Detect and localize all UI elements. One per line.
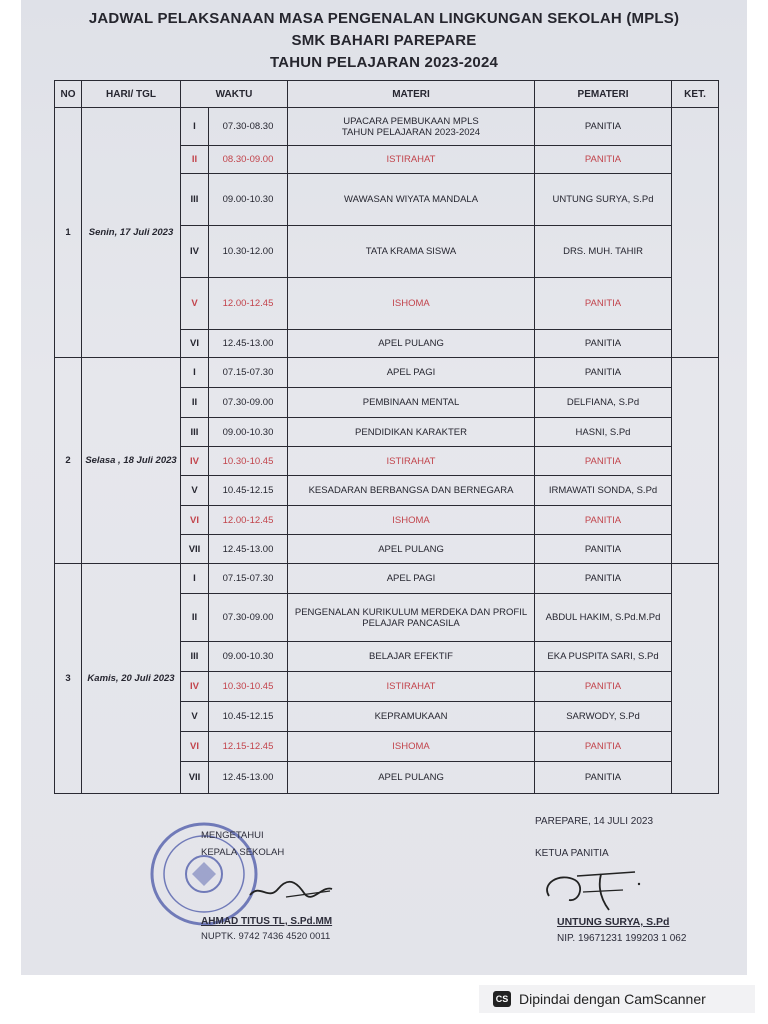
right-sign-title: KETUA PANITIA xyxy=(535,848,609,859)
right-signer-name: UNTUNG SURYA, S.Pd xyxy=(557,916,670,928)
session-topic-line-1: KESADARAN BERBANGSA DAN BERNEGARA xyxy=(308,485,514,496)
session-speaker: PANITIA xyxy=(535,146,672,174)
session-topic-line-1: TATA KRAMA SISWA xyxy=(365,246,457,257)
session-time: 12.00-12.45 xyxy=(209,278,288,330)
session-time: 12.15-12.45 xyxy=(209,732,288,762)
session-topic-line-1: APEL PAGI xyxy=(386,573,436,584)
session-topic-line-2: TAHUN PELAJARAN 2023-2024 xyxy=(341,126,481,138)
document-header xyxy=(21,8,747,74)
right-signer-nip: NIP. 19671231 199203 1 062 xyxy=(557,933,687,944)
session-topic xyxy=(288,564,535,594)
session-number: IV xyxy=(181,226,209,278)
session-number: VI xyxy=(181,330,209,358)
session-topic xyxy=(288,535,535,564)
session-time: 09.00-10.30 xyxy=(209,642,288,672)
table-row xyxy=(55,564,719,594)
remarks-cell xyxy=(672,564,719,794)
session-speaker: PANITIA xyxy=(535,732,672,762)
session-topic xyxy=(288,762,535,794)
camscanner-text: Dipindai dengan CamScanner xyxy=(519,991,706,1007)
day-date: Senin, 17 Juli 2023 xyxy=(82,108,181,358)
session-topic xyxy=(288,174,535,226)
col-header-pemateri: PEMATERI xyxy=(535,81,672,108)
session-topic-line-1: APEL PAGI xyxy=(386,367,436,378)
session-speaker: DRS. MUH. TAHIR xyxy=(535,226,672,278)
session-topic-line-1: PENDIDIKAN KARAKTER xyxy=(355,426,467,438)
session-number: II xyxy=(181,146,209,174)
title-line-3: TAHUN PELAJARAN 2023-2024 xyxy=(269,54,499,71)
session-topic-line-1: ISHOMA xyxy=(392,514,430,526)
session-topic xyxy=(288,447,535,476)
session-number: VII xyxy=(181,762,209,794)
session-topic-line-1: ISTIRAHAT xyxy=(386,154,436,165)
session-speaker: IRMAWATI SONDA, S.Pd xyxy=(535,476,672,506)
session-number: V xyxy=(181,278,209,330)
session-topic xyxy=(288,672,535,702)
place-date: PAREPARE, 14 JULI 2023 xyxy=(535,816,654,827)
session-speaker: PANITIA xyxy=(535,108,672,146)
col-header-hari: HARI/ TGL xyxy=(82,81,181,108)
table-header-row xyxy=(55,81,719,108)
session-topic-line-1: APEL PULANG xyxy=(378,338,444,349)
session-time: 10.30-10.45 xyxy=(209,447,288,476)
session-time: 07.30-09.00 xyxy=(209,388,288,418)
session-topic-line-1: UPACARA PEMBUKAAN MPLS xyxy=(343,115,479,127)
session-speaker: PANITIA xyxy=(535,506,672,535)
session-topic-line-1: KEPRAMUKAAN xyxy=(374,711,448,722)
session-number: III xyxy=(181,418,209,447)
session-number: II xyxy=(181,594,209,642)
session-time: 10.45-12.15 xyxy=(209,702,288,732)
session-topic-line-1: WAWASAN WIYATA MANDALA xyxy=(343,194,479,205)
session-number: V xyxy=(181,476,209,506)
session-topic xyxy=(288,732,535,762)
col-header-no: NO xyxy=(55,81,82,108)
session-topic xyxy=(288,388,535,418)
camscanner-logo-icon: CS xyxy=(493,991,511,1007)
session-number: VI xyxy=(181,506,209,535)
session-time: 08.30-09.00 xyxy=(209,146,288,174)
right-handwritten-signature xyxy=(539,866,649,912)
session-time: 07.15-07.30 xyxy=(209,564,288,594)
session-topic xyxy=(288,506,535,535)
session-time: 09.00-10.30 xyxy=(209,418,288,447)
remarks-cell xyxy=(672,108,719,358)
day-date: Selasa , 18 Juli 2023 xyxy=(82,358,181,564)
session-speaker: SARWODY, S.Pd xyxy=(535,702,672,732)
session-number: I xyxy=(181,358,209,388)
left-handwritten-signature xyxy=(246,875,336,905)
session-topic-line-1: APEL PULANG xyxy=(378,772,444,783)
session-speaker: PANITIA xyxy=(535,278,672,330)
session-topic-line-1: ISTIRAHAT xyxy=(386,681,436,692)
session-topic xyxy=(288,594,535,642)
left-signer-name: AHMAD TITUS TL, S.Pd.MM xyxy=(201,916,333,927)
session-number: III xyxy=(181,174,209,226)
scanned-document xyxy=(21,0,747,975)
session-topic xyxy=(288,278,535,330)
session-time: 07.30-09.00 xyxy=(209,594,288,642)
session-time: 10.45-12.15 xyxy=(209,476,288,506)
session-time: 12.00-12.45 xyxy=(209,506,288,535)
session-topic-line-1: APEL PULANG xyxy=(378,543,444,555)
session-number: V xyxy=(181,702,209,732)
session-topic-line-1: ISHOMA xyxy=(392,298,430,309)
session-number: II xyxy=(181,388,209,418)
left-signer-id: NUPTK. 9742 7436 4520 0011 xyxy=(201,931,331,942)
session-speaker: ABDUL HAKIM, S.Pd.M.Pd xyxy=(535,594,672,642)
title-line-2: SMK BAHARI PAREPARE xyxy=(291,32,477,49)
schedule-table xyxy=(54,80,719,794)
session-speaker: PANITIA xyxy=(535,672,672,702)
left-sign-title-1: MENGETAHUI xyxy=(201,830,264,841)
table-row xyxy=(55,358,719,388)
session-topic xyxy=(288,418,535,447)
session-time: 10.30-12.00 xyxy=(209,226,288,278)
session-topic-line-1: ISTIRAHAT xyxy=(386,455,436,467)
session-speaker: PANITIA xyxy=(535,447,672,476)
day-number: 3 xyxy=(55,564,82,794)
session-topic xyxy=(288,226,535,278)
session-number: III xyxy=(181,642,209,672)
session-topic xyxy=(288,358,535,388)
session-number: I xyxy=(181,564,209,594)
left-sign-title-2: KEPALA SEKOLAH xyxy=(201,847,285,858)
remarks-cell xyxy=(672,358,719,564)
title-line-1: JADWAL PELAKSANAAN MASA PENGENALAN LINGKUNGAN SEKOLAH (MPLS) xyxy=(88,10,680,27)
session-time: 10.30-10.45 xyxy=(209,672,288,702)
col-header-waktu: WAKTU xyxy=(181,81,288,108)
session-speaker: HASNI, S.Pd xyxy=(535,418,672,447)
session-number: IV xyxy=(181,672,209,702)
session-speaker: UNTUNG SURYA, S.Pd xyxy=(535,174,672,226)
session-speaker: PANITIA xyxy=(535,762,672,794)
day-date: Kamis, 20 Juli 2023 xyxy=(82,564,181,794)
session-topic xyxy=(288,702,535,732)
session-topic-line-2: PELAJAR PANCASILA xyxy=(362,617,460,629)
session-speaker: PANITIA xyxy=(535,535,672,564)
session-time: 07.15-07.30 xyxy=(209,358,288,388)
session-speaker: PANITIA xyxy=(535,330,672,358)
col-header-materi: MATERI xyxy=(288,81,535,108)
session-topic xyxy=(288,146,535,174)
session-number: I xyxy=(181,108,209,146)
session-time: 07.30-08.30 xyxy=(209,108,288,146)
session-speaker: PANITIA xyxy=(535,564,672,594)
session-speaker: EKA PUSPITA SARI, S.Pd xyxy=(535,642,672,672)
session-topic-line-1: PENGENALAN KURIKULUM MERDEKA DAN PROFIL xyxy=(294,606,528,618)
session-number: VI xyxy=(181,732,209,762)
session-topic-line-1: PEMBINAAN MENTAL xyxy=(362,397,460,408)
day-number: 2 xyxy=(55,358,82,564)
day-number: 1 xyxy=(55,108,82,358)
session-topic xyxy=(288,476,535,506)
session-number: VII xyxy=(181,535,209,564)
session-topic-line-1: BELAJAR EFEKTIF xyxy=(369,651,453,662)
session-time: 12.45-13.00 xyxy=(209,330,288,358)
schedule-body xyxy=(55,108,719,794)
session-speaker: PANITIA xyxy=(535,358,672,388)
camscanner-footer xyxy=(479,985,755,1013)
table-row xyxy=(55,108,719,146)
session-time: 12.45-13.00 xyxy=(209,762,288,794)
session-topic-line-1: ISHOMA xyxy=(392,741,430,752)
session-topic xyxy=(288,642,535,672)
session-time: 09.00-10.30 xyxy=(209,174,288,226)
session-topic xyxy=(288,330,535,358)
session-time: 12.45-13.00 xyxy=(209,535,288,564)
session-speaker: DELFIANA, S.Pd xyxy=(535,388,672,418)
col-header-ket: KET. xyxy=(672,81,719,108)
session-number: IV xyxy=(181,447,209,476)
session-topic xyxy=(288,108,535,146)
